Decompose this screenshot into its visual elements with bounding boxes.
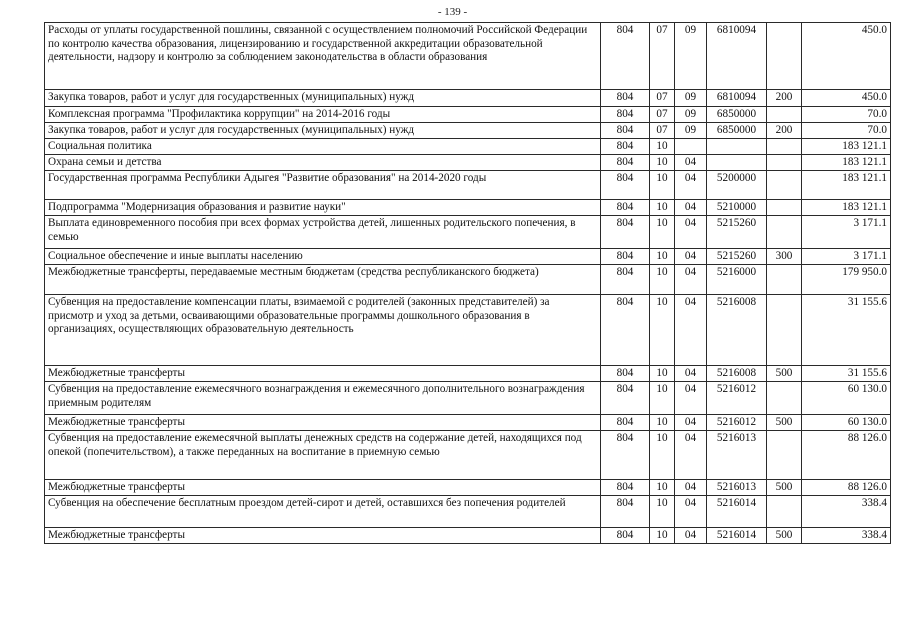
target-article-code: 6810094: [707, 23, 767, 90]
table-row: [45, 480, 891, 496]
section-code: 07: [650, 107, 675, 123]
section-code: 10: [650, 415, 675, 431]
department-code: 804: [601, 382, 650, 415]
section-code: 07: [650, 23, 675, 90]
target-article-code: 5216013: [707, 431, 767, 480]
section-code: 07: [650, 90, 675, 107]
budget-item-name: Межбюджетные трансферты: [45, 528, 601, 544]
budget-item-name: Комплексная программа "Профилактика коррупции" на 2014-2016 годы: [45, 107, 601, 123]
table-row: [45, 366, 891, 382]
subsection-code: 04: [675, 480, 707, 496]
amount: 88 126.0: [802, 480, 891, 496]
amount: 88 126.0: [802, 431, 891, 480]
expense-type-code: [767, 431, 802, 480]
expense-type-code: [767, 155, 802, 171]
table-row: [45, 216, 891, 249]
budget-item-name: Субвенция на предоставление ежемесячной выплаты денежных средств на содержание детей, находящихся под опекой (попечительством), а также переданных на воспитание в приемную семью: [45, 431, 601, 480]
budget-item-name: Межбюджетные трансферты: [45, 366, 601, 382]
section-code: 10: [650, 249, 675, 265]
target-article-code: 6810094: [707, 90, 767, 107]
section-code: 10: [650, 480, 675, 496]
target-article-code: 5216013: [707, 480, 767, 496]
table-row: [45, 200, 891, 216]
expense-type-code: 300: [767, 249, 802, 265]
amount: 183 121.1: [802, 200, 891, 216]
subsection-code: 09: [675, 123, 707, 139]
expense-type-code: 500: [767, 366, 802, 382]
target-article-code: [707, 139, 767, 155]
budget-table: [44, 22, 891, 544]
expense-type-code: 200: [767, 90, 802, 107]
table-row: [45, 496, 891, 528]
amount: 31 155.6: [802, 295, 891, 366]
amount: 183 121.1: [802, 155, 891, 171]
table-row: [45, 528, 891, 544]
target-article-code: 5216008: [707, 295, 767, 366]
department-code: 804: [601, 107, 650, 123]
target-article-code: 6850000: [707, 123, 767, 139]
expense-type-code: [767, 200, 802, 216]
expense-type-code: 200: [767, 123, 802, 139]
amount: 450.0: [802, 90, 891, 107]
budget-item-name: Охрана семьи и детства: [45, 155, 601, 171]
department-code: 804: [601, 295, 650, 366]
table-row: [45, 23, 891, 90]
subsection-code: 04: [675, 200, 707, 216]
table-row: [45, 171, 891, 200]
department-code: 804: [601, 249, 650, 265]
amount: 31 155.6: [802, 366, 891, 382]
budget-item-name: Государственная программа Республики Адыгея "Развитие образования" на 2014-2020 годы: [45, 171, 601, 200]
expense-type-code: [767, 382, 802, 415]
table-row: [45, 265, 891, 295]
department-code: 804: [601, 171, 650, 200]
expense-type-code: [767, 139, 802, 155]
target-article-code: 6850000: [707, 107, 767, 123]
budget-item-name: Социальное обеспечение и иные выплаты населению: [45, 249, 601, 265]
table-row: [45, 90, 891, 107]
subsection-code: 04: [675, 431, 707, 480]
department-code: 804: [601, 200, 650, 216]
subsection-code: 04: [675, 155, 707, 171]
amount: 338.4: [802, 528, 891, 544]
expense-type-code: [767, 216, 802, 249]
amount: 3 171.1: [802, 216, 891, 249]
subsection-code: 04: [675, 415, 707, 431]
budget-item-name: Закупка товаров, работ и услуг для государственных (муниципальных) нужд: [45, 90, 601, 107]
budget-item-name: Расходы от уплаты государственной пошлины, связанной с осуществлением полномочий Российской Федерации по контролю качества образования, лицензированию и государственной аккредитации образовательной деятельности, надзору и контролю за соблюдением законодательства в области образования: [45, 23, 601, 90]
subsection-code: 04: [675, 216, 707, 249]
department-code: 804: [601, 139, 650, 155]
amount: 70.0: [802, 107, 891, 123]
department-code: 804: [601, 90, 650, 107]
target-article-code: 5216012: [707, 415, 767, 431]
subsection-code: 04: [675, 265, 707, 295]
department-code: 804: [601, 496, 650, 528]
amount: 60 130.0: [802, 382, 891, 415]
section-code: 10: [650, 528, 675, 544]
target-article-code: 5200000: [707, 171, 767, 200]
amount: 70.0: [802, 123, 891, 139]
department-code: 804: [601, 216, 650, 249]
department-code: 804: [601, 155, 650, 171]
table-row: [45, 382, 891, 415]
table-row: [45, 139, 891, 155]
budget-item-name: Межбюджетные трансферты: [45, 415, 601, 431]
section-code: 10: [650, 139, 675, 155]
section-code: 10: [650, 155, 675, 171]
section-code: 10: [650, 496, 675, 528]
table-body: [45, 23, 891, 544]
subsection-code: 09: [675, 90, 707, 107]
budget-item-name: Социальная политика: [45, 139, 601, 155]
department-code: 804: [601, 528, 650, 544]
department-code: 804: [601, 23, 650, 90]
target-article-code: 5216014: [707, 496, 767, 528]
expense-type-code: [767, 295, 802, 366]
budget-item-name: Субвенция на предоставление компенсации платы, взимаемой с родителей (законных представителей) за присмотр и уход за детьми, осваивающими образовательные программы дошкольного образования в организациях, осуществляющих образовательную деятельность: [45, 295, 601, 366]
budget-item-name: Субвенция на обеспечение бесплатным проездом детей-сирот и детей, оставшихся без попечения родителей: [45, 496, 601, 528]
department-code: 804: [601, 480, 650, 496]
subsection-code: 04: [675, 366, 707, 382]
table-row: [45, 155, 891, 171]
subsection-code: 04: [675, 382, 707, 415]
amount: 450.0: [802, 23, 891, 90]
expense-type-code: [767, 107, 802, 123]
expense-type-code: [767, 496, 802, 528]
department-code: 804: [601, 366, 650, 382]
expense-type-code: 500: [767, 415, 802, 431]
subsection-code: 09: [675, 107, 707, 123]
target-article-code: 5216008: [707, 366, 767, 382]
section-code: 10: [650, 200, 675, 216]
amount: 60 130.0: [802, 415, 891, 431]
section-code: 10: [650, 171, 675, 200]
table-row: [45, 249, 891, 265]
subsection-code: 04: [675, 249, 707, 265]
expense-type-code: [767, 23, 802, 90]
amount: 338.4: [802, 496, 891, 528]
table-row: [45, 107, 891, 123]
budget-item-name: Закупка товаров, работ и услуг для государственных (муниципальных) нужд: [45, 123, 601, 139]
department-code: 804: [601, 431, 650, 480]
subsection-code: 09: [675, 23, 707, 90]
target-article-code: 5215260: [707, 249, 767, 265]
budget-item-name: Межбюджетные трансферты: [45, 480, 601, 496]
target-article-code: 5216014: [707, 528, 767, 544]
budget-item-name: Выплата единовременного пособия при всех формах устройства детей, лишенных родительского попечения, в семью: [45, 216, 601, 249]
target-article-code: 5210000: [707, 200, 767, 216]
section-code: 10: [650, 366, 675, 382]
table-row: [45, 295, 891, 366]
amount: 3 171.1: [802, 249, 891, 265]
section-code: 10: [650, 431, 675, 480]
target-article-code: [707, 155, 767, 171]
target-article-code: 5216012: [707, 382, 767, 415]
subsection-code: 04: [675, 528, 707, 544]
expense-type-code: [767, 265, 802, 295]
subsection-code: [675, 139, 707, 155]
target-article-code: 5215260: [707, 216, 767, 249]
table-row: [45, 431, 891, 480]
budget-item-name: Субвенция на предоставление ежемесячного вознаграждения и ежемесячного дополнительного вознаграждения приемным родителям: [45, 382, 601, 415]
department-code: 804: [601, 123, 650, 139]
expense-type-code: 500: [767, 528, 802, 544]
section-code: 10: [650, 265, 675, 295]
amount: 183 121.1: [802, 171, 891, 200]
department-code: 804: [601, 265, 650, 295]
department-code: 804: [601, 415, 650, 431]
expense-type-code: 500: [767, 480, 802, 496]
budget-item-name: Межбюджетные трансферты, передаваемые местным бюджетам (средства республиканского бюджета): [45, 265, 601, 295]
page-number: - 139 -: [437, 6, 468, 18]
table-row: [45, 123, 891, 139]
table-row: [45, 415, 891, 431]
target-article-code: 5216000: [707, 265, 767, 295]
subsection-code: 04: [675, 171, 707, 200]
subsection-code: 04: [675, 295, 707, 366]
budget-item-name: Подпрограмма "Модернизация образования и развитие науки": [45, 200, 601, 216]
section-code: 10: [650, 216, 675, 249]
section-code: 07: [650, 123, 675, 139]
amount: 179 950.0: [802, 265, 891, 295]
section-code: 10: [650, 382, 675, 415]
section-code: 10: [650, 295, 675, 366]
expense-type-code: [767, 171, 802, 200]
subsection-code: 04: [675, 496, 707, 528]
amount: 183 121.1: [802, 139, 891, 155]
